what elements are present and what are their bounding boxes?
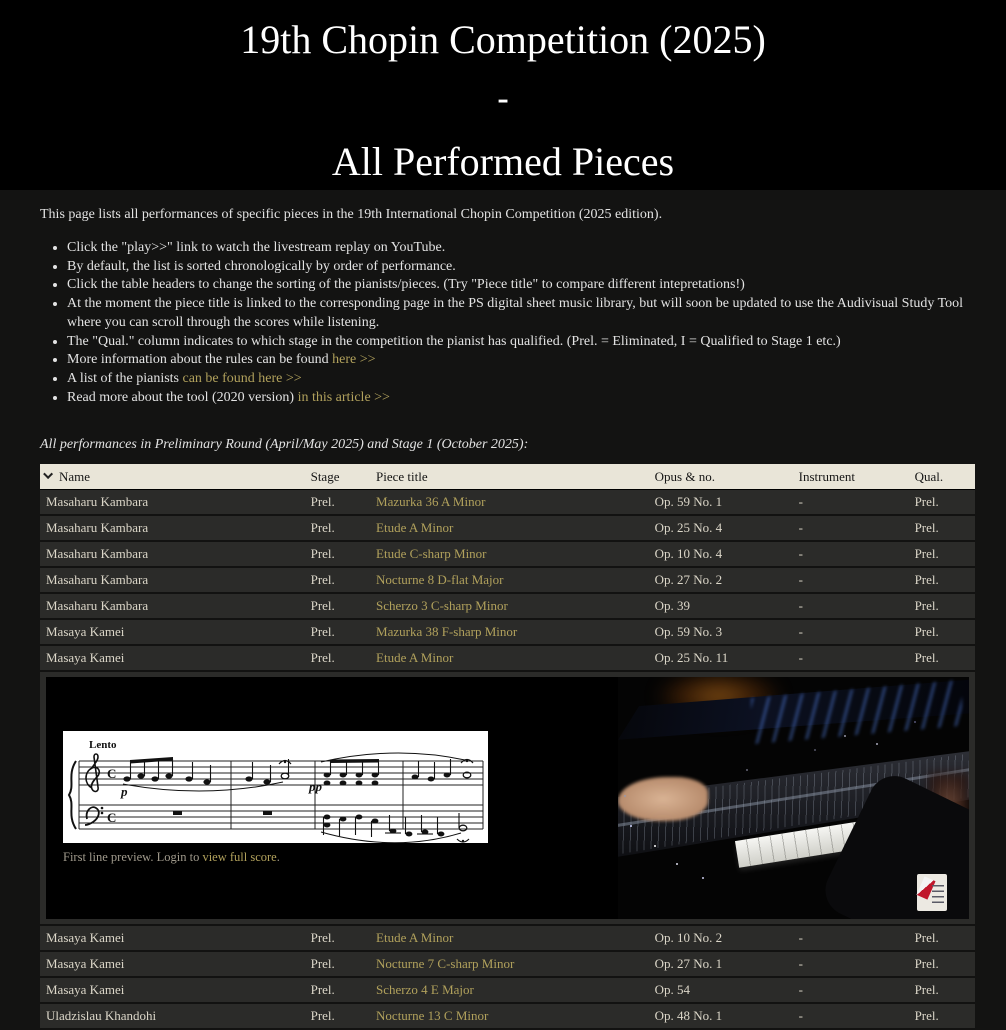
cell-pianist-name: Masaya Kamei (40, 951, 305, 977)
cell-stage: Prel. (305, 645, 370, 671)
cell-piece-title (370, 977, 649, 1003)
cell-piece-title (370, 515, 649, 541)
cell-pianist-name: Masaharu Kambara (40, 567, 305, 593)
cell-piece-title (370, 645, 649, 671)
video-player[interactable] (618, 677, 969, 919)
cell-opus: Op. 27 No. 1 (649, 951, 793, 977)
bullet-text: At the moment the piece title is linked to the corresponding page in the PS digital sheet music library, but will soon be updated to use the Audivisual Study Tool where you can scroll through the scores while listening. (67, 296, 964, 330)
table-row (40, 490, 975, 516)
cell-pianist-name: Masaya Kamei (40, 619, 305, 645)
piece-title-link[interactable]: Nocturne 8 D-flat Major (376, 572, 504, 588)
cell-instrument: - (793, 567, 909, 593)
cell-stage: Prel. (305, 490, 370, 516)
cell-piece-title (370, 619, 649, 645)
column-header-qual[interactable]: Qual. (909, 464, 975, 490)
dynamic-pp: pp (309, 779, 322, 795)
cell-piece-title (370, 567, 649, 593)
piece-title-link[interactable]: Etude A Minor (376, 930, 454, 946)
cell-opus: Op. 10 No. 2 (649, 925, 793, 951)
cell-piece-title (370, 951, 649, 977)
list-item (67, 389, 975, 408)
table-row (40, 1003, 975, 1029)
cell-pianist-name: Uladzislau Khandohi (40, 1003, 305, 1029)
intro-text: This page lists all performances of specific pieces in the 19th International Chopin Competition (2025 edition). (40, 207, 663, 222)
column-header-instrument[interactable]: Instrument (793, 464, 909, 490)
table-caption: All performances in Preliminary Round (April/May 2025) and Stage 1 (October 2025): (40, 437, 529, 453)
piece-title-link[interactable]: Nocturne 7 C-sharp Minor (376, 956, 515, 972)
cell-pianist-name: Masaya Kamei (40, 925, 305, 951)
bullet-text: Read more about the tool (2020 version) (67, 389, 298, 405)
piece-title-link[interactable]: Nocturne 13 C Minor (376, 1008, 489, 1024)
cell-opus: Op. 39 (649, 593, 793, 619)
column-header-opus[interactable]: Opus & no. (649, 464, 793, 490)
cell-instrument: - (793, 925, 909, 951)
cell-opus: Op. 59 No. 3 (649, 619, 793, 645)
piece-title-link[interactable]: Mazurka 36 A Minor (376, 494, 486, 510)
list-item (67, 295, 975, 332)
cell-pianist-name: Masaharu Kambara (40, 541, 305, 567)
cell-instrument: - (793, 951, 909, 977)
score-caption (63, 850, 488, 864)
table-row (40, 593, 975, 619)
column-header-stage[interactable]: Stage (305, 464, 370, 490)
list-item (67, 351, 975, 370)
cell-instrument: - (793, 619, 909, 645)
bullet-text: By default, the list is sorted chronologically by order of performance. (67, 258, 456, 274)
score-preview (63, 731, 488, 864)
cell-opus: Op. 25 No. 4 (649, 515, 793, 541)
cell-qual: Prel. (909, 490, 975, 516)
piece-title-link[interactable]: Scherzo 4 E Major (376, 982, 474, 998)
score-preview-image (63, 731, 488, 843)
cell-opus: Op. 25 No. 11 (649, 645, 793, 671)
cell-opus: Op. 27 No. 2 (649, 567, 793, 593)
cell-pianist-name: Masaharu Kambara (40, 515, 305, 541)
cell-qual: Prel. (909, 951, 975, 977)
cell-qual: Prel. (909, 593, 975, 619)
dynamic-p: p (121, 784, 128, 800)
rules-link[interactable]: here >> (332, 352, 376, 368)
table-row (40, 567, 975, 593)
cell-stage: Prel. (305, 1003, 370, 1029)
cell-qual: Prel. (909, 541, 975, 567)
cell-instrument: - (793, 593, 909, 619)
cell-piece-title (370, 490, 649, 516)
pianist-left-hand (618, 777, 708, 821)
table-row (40, 925, 975, 951)
cell-piece-title (370, 1003, 649, 1029)
pianists-list-link[interactable]: can be found here >> (182, 370, 302, 386)
instructions-list (40, 239, 975, 407)
svg-text:C: C (107, 766, 117, 782)
cell-instrument: - (793, 515, 909, 541)
bullet-text: The "Qual." column indicates to which stage in the competition the pianist has qualified. (Prel. = Eliminated, I = Qualified to Stage 1 etc.) (67, 333, 841, 349)
bullet-text: A list of the pianists (67, 370, 183, 386)
cell-qual: Prel. (909, 567, 975, 593)
page-title: 19th Chopin Competition (2025) (240, 17, 766, 62)
piece-title-link[interactable]: Etude C-sharp Minor (376, 546, 487, 562)
cell-stage: Prel. (305, 925, 370, 951)
article-link[interactable]: in this article >> (297, 389, 390, 405)
piece-title-link[interactable]: Scherzo 3 C-sharp Minor (376, 598, 508, 614)
cell-pianist-name: Masaya Kamei (40, 645, 305, 671)
column-header-name[interactable] (40, 464, 305, 490)
cell-instrument: - (793, 490, 909, 516)
nifc-logo (917, 874, 947, 911)
cell-instrument: - (793, 977, 909, 1003)
list-item (67, 239, 975, 258)
score-video-panel (46, 677, 969, 919)
page-subtitle: All Performed Pieces (331, 139, 675, 184)
cell-qual: Prel. (909, 645, 975, 671)
bullet-text: Click the table headers to change the sorting of the pianists/pieces. (Try "Piece title" to compare different intepretations!) (67, 277, 745, 293)
list-item (67, 258, 975, 277)
bullet-text: More information about the rules can be found (67, 352, 333, 368)
whole-rest (263, 811, 272, 815)
score-tempo-marking: Lento (89, 739, 117, 752)
cell-opus: Op. 54 (649, 977, 793, 1003)
cell-qual: Prel. (909, 925, 975, 951)
video-row (40, 671, 975, 925)
list-item (67, 370, 975, 389)
sort-desc-icon (43, 469, 53, 479)
cell-qual: Prel. (909, 1003, 975, 1029)
bullet-text: Click the "play>>" link to watch the livestream replay on YouTube. (67, 240, 446, 255)
cell-piece-title (370, 925, 649, 951)
table-row (40, 541, 975, 567)
cell-instrument: - (793, 541, 909, 567)
cell-stage: Prel. (305, 541, 370, 567)
cell-stage: Prel. (305, 951, 370, 977)
caption-text: . (276, 850, 280, 865)
cell-stage: Prel. (305, 515, 370, 541)
table-row (40, 645, 975, 671)
view-full-score-link[interactable]: view full score (202, 850, 277, 865)
table-header-row (40, 464, 975, 490)
performances-table (40, 464, 975, 1030)
table-row (40, 951, 975, 977)
reflection-sparkles (618, 677, 620, 679)
svg-text:C: C (107, 810, 117, 826)
whole-rest (173, 811, 182, 815)
cell-qual: Prel. (909, 977, 975, 1003)
table-row (40, 977, 975, 1003)
list-item (67, 276, 975, 295)
cell-opus: Op. 59 No. 1 (649, 490, 793, 516)
column-header-piece-title[interactable]: Piece title (370, 464, 649, 490)
list-item (67, 333, 975, 352)
cell-opus: Op. 10 No. 4 (649, 541, 793, 567)
piece-title-link[interactable]: Etude A Minor (376, 520, 454, 536)
cell-qual: Prel. (909, 515, 975, 541)
piece-title-link[interactable]: Mazurka 38 F-sharp Minor (376, 624, 518, 640)
title-separator: - (497, 80, 509, 117)
table-row (40, 619, 975, 645)
caption-text: First line preview. Login to (63, 850, 203, 865)
cell-instrument: - (793, 645, 909, 671)
cell-piece-title (370, 593, 649, 619)
cell-pianist-name: Masaharu Kambara (40, 593, 305, 619)
cell-pianist-name: Masaya Kamei (40, 977, 305, 1003)
cell-pianist-name: Masaharu Kambara (40, 490, 305, 516)
cell-piece-title (370, 541, 649, 567)
cell-stage: Prel. (305, 567, 370, 593)
cell-qual: Prel. (909, 619, 975, 645)
page-header (0, 0, 1006, 190)
video-cell (40, 671, 975, 925)
cell-opus: Op. 48 No. 1 (649, 1003, 793, 1029)
piece-title-link[interactable]: Etude A Minor (376, 650, 454, 666)
cell-instrument: - (793, 1003, 909, 1029)
main-content (0, 207, 1006, 1030)
cell-stage: Prel. (305, 977, 370, 1003)
cell-stage: Prel. (305, 619, 370, 645)
table-row (40, 515, 975, 541)
column-label: Name (59, 469, 91, 485)
cell-stage: Prel. (305, 593, 370, 619)
